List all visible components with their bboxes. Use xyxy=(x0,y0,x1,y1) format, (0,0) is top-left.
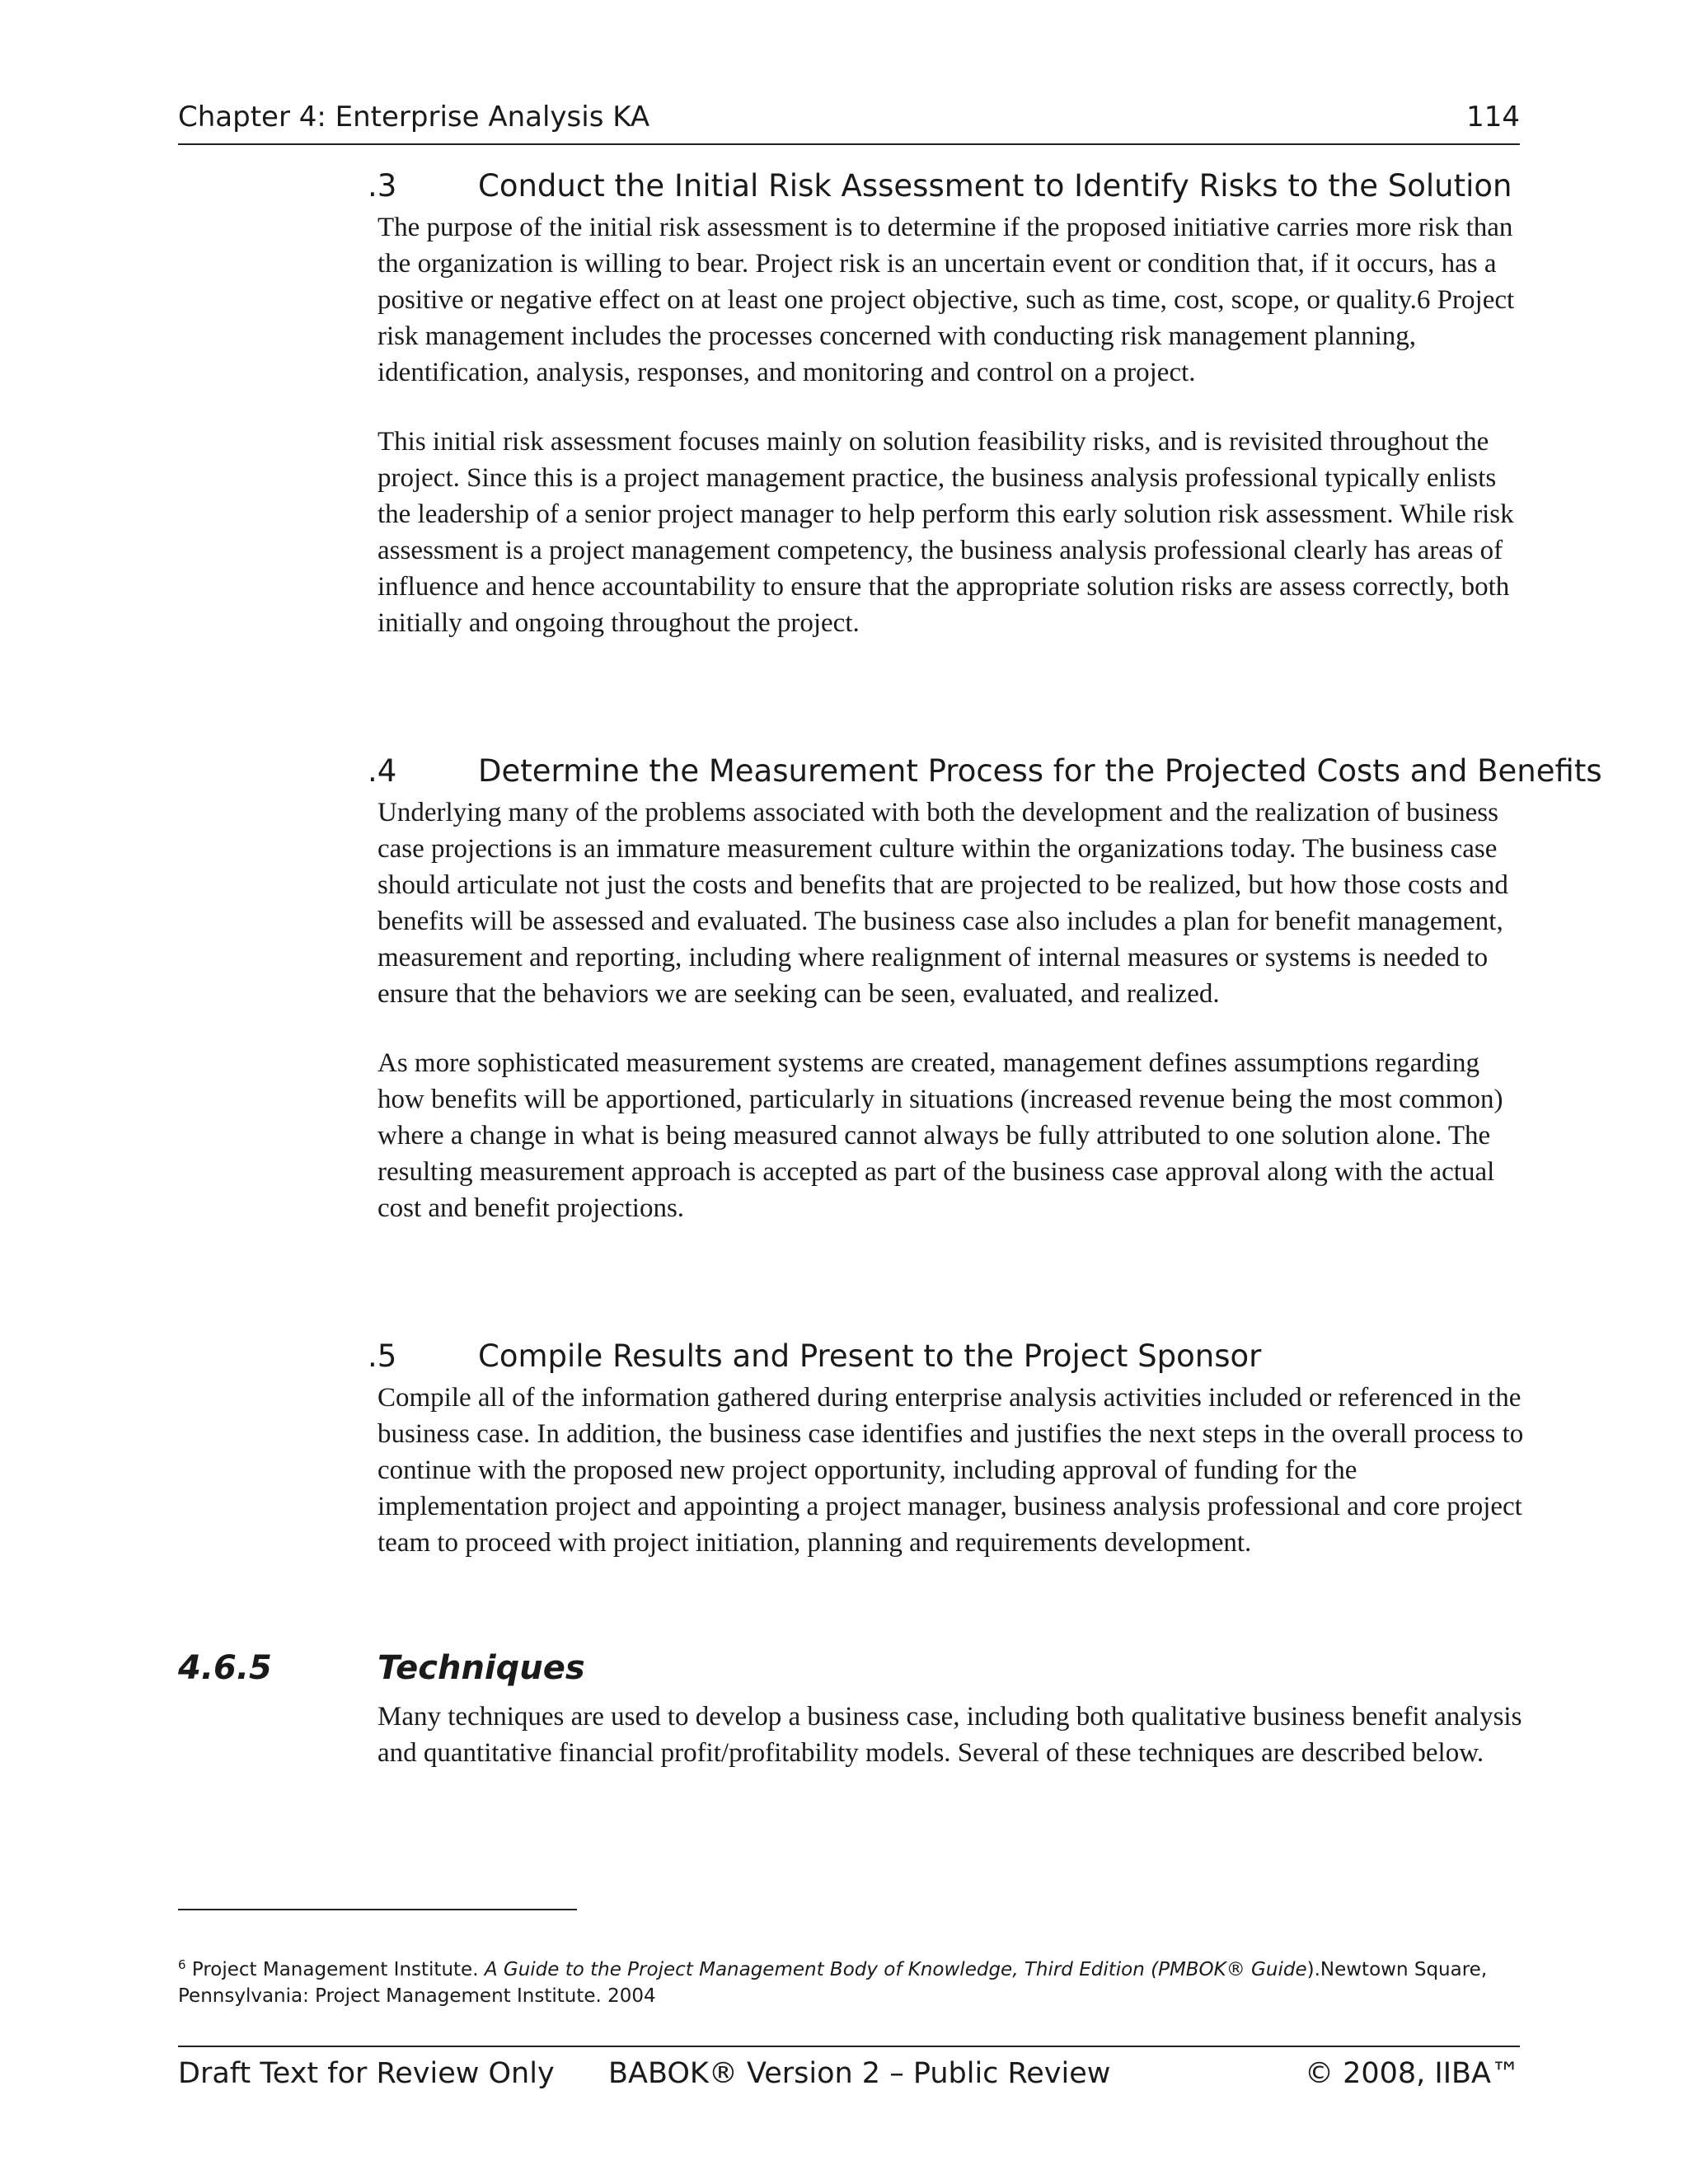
subsection-number: .3 xyxy=(368,168,397,204)
paragraph: This initial risk assessment focuses mainly on solution feasibility risks, and is revisited throughout the project. Since this is a project management practice, the business analysis professional typically enlists the leadership of a senior project manager to help perform this early solution risk assessment. While risk assessment is a project management competency, the business analysis professional clearly has areas of influence and hence accountability to ensure that the appropriate solution risks are assess correctly, both initially and ongoing throughout the project. xyxy=(377,427,1514,638)
subsection-3 xyxy=(368,168,1538,641)
page-header xyxy=(178,97,1520,145)
subsection-number: .5 xyxy=(368,1338,397,1374)
subsection-heading xyxy=(368,1338,1538,1380)
subsection-number: .4 xyxy=(368,753,397,789)
footnote xyxy=(178,1952,1530,2009)
paragraph: Underlying many of the problems associated with both the development and the realization of business case projections is an immature measurement culture within the organizations today. The business case should articulate not just the costs and benefits that are projected to be realized, but how those costs and benefits will be assessed and evaluated. The business case also includes a plan for benefit management, measurement and reporting, including where realignment of internal measures or systems is needed to ensure that the behaviors we are seeking can be seen, evaluated, and realized. xyxy=(377,798,1508,1009)
chapter-title: Chapter 4: Enterprise Analysis KA xyxy=(178,101,650,134)
section-number: 4.6.5 xyxy=(178,1649,272,1687)
subsection-5 xyxy=(368,1338,1538,1561)
footnote-marker: 6 xyxy=(178,1957,186,1972)
footnote-title: A Guide to the Project Management Body of Knowledge, Third Edition (PMBOK® Guide xyxy=(484,1959,1307,1980)
footer-left: Draft Text for Review Only xyxy=(178,2057,555,2090)
paragraph: Compile all of the information gathered during enterprise analysis activities included or referenced in the business case. In addition, the business case identifies and justifies the next steps in the overall process to continue with the proposed new project opportunity, including approval of funding for the implementation project and appointing a project manager, business analysis professional and core project team to proceed with project initiation, planning and requirements development. xyxy=(377,1383,1524,1558)
paragraph: Many techniques are used to develop a business case, including both qualitative business benefit analysis and quantitative financial profit/profitability models. Several of these techniques are described below. xyxy=(377,1702,1522,1768)
subsection-heading xyxy=(368,753,1602,794)
paragraph: As more sophisticated measurement systems are created, management defines assumptions regarding how benefits will be apportioned, particularly in situations (increased revenue being the most common) where a change in what is being measured cannot always be fully attributed to one solution alone. The resulting measurement approach is accepted as part of the business case approval along with the actual cost and benefit projections. xyxy=(377,1048,1503,1223)
footnote-text: ).Newtown Square, Pennsylvania: Project Management Institute. 2004 xyxy=(178,1959,1488,2007)
page-number: 114 xyxy=(1466,101,1520,134)
subsection-title: Conduct the Initial Risk Assessment to Identify Risks to the Solution xyxy=(478,168,1512,204)
footer-center: BABOK® Version 2 – Public Review xyxy=(608,2057,1111,2090)
footnote-text: Project Management Institute. xyxy=(185,1959,485,1980)
page-footer xyxy=(178,2046,1520,2088)
subsection-4 xyxy=(368,753,1602,1226)
footnote-divider xyxy=(178,1909,577,1910)
subsection-heading xyxy=(368,168,1538,209)
subsection-title: Compile Results and Present to the Project Sponsor xyxy=(478,1338,1262,1374)
section-title: Techniques xyxy=(377,1649,585,1687)
subsection-title: Determine the Measurement Process for the Projected Costs and Benefits xyxy=(478,753,1602,789)
paragraph: The purpose of the initial risk assessment is to determine if the proposed initiative carries more risk than the organization is willing to bear. Project risk is an uncertain event or condition that, if it occurs, has a positive or negative effect on at least one project objective, such as time, cost, scope, or quality.6 Project risk management includes the processes concerned with conducting risk management planning, identification, analysis, responses, and monitoring and control on a project. xyxy=(377,213,1515,387)
footer-right: © 2008, IIBA™ xyxy=(1304,2057,1520,2090)
